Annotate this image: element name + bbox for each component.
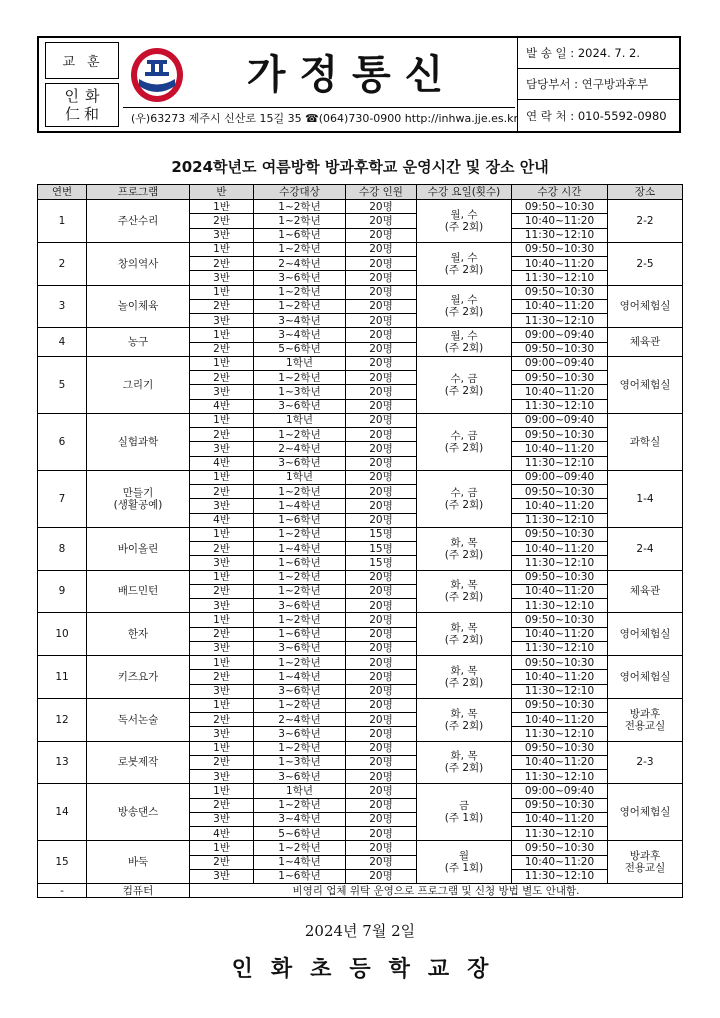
target-grade: 3~6학년 — [254, 727, 346, 741]
capacity: 20명 — [346, 271, 417, 285]
class-label: 1반 — [190, 328, 254, 342]
class-label: 3반 — [190, 812, 254, 826]
class-label: 3반 — [190, 442, 254, 456]
col-header: 수강 요일(횟수) — [417, 185, 512, 200]
program-name: 로봇제작 — [87, 741, 190, 784]
program-number: - — [38, 884, 87, 898]
target-grade: 1~2학년 — [254, 798, 346, 812]
newsletter-title: 가정통신 — [246, 52, 458, 98]
class-label: 1반 — [190, 527, 254, 541]
motto-label: 교훈 — [62, 55, 112, 70]
document-heading: 2024학년도 여름방학 방과후학교 운영시간 및 장소 안내 — [171, 158, 549, 176]
table-row — [38, 413, 683, 427]
program-number: 11 — [38, 656, 87, 699]
weekdays: 금 (주 1회) — [417, 784, 512, 841]
program-number: 5 — [38, 356, 87, 413]
class-time: 09:50~10:30 — [512, 485, 608, 499]
class-time: 10:40~11:20 — [512, 584, 608, 598]
table-body — [38, 200, 683, 898]
class-label: 3반 — [190, 869, 254, 883]
class-time: 09:50~10:30 — [512, 242, 608, 256]
capacity: 20명 — [346, 713, 417, 727]
target-grade: 3~6학년 — [254, 271, 346, 285]
target-grade: 1~2학년 — [254, 841, 346, 855]
capacity: 20명 — [346, 242, 417, 256]
class-time: 10:40~11:20 — [512, 385, 608, 399]
program-name: 바이올린 — [87, 527, 190, 570]
target-grade: 3~4학년 — [254, 812, 346, 826]
class-label: 1반 — [190, 285, 254, 299]
capacity: 20명 — [346, 641, 417, 655]
capacity: 20명 — [346, 755, 417, 769]
class-time: 11:30~12:10 — [512, 770, 608, 784]
table-row — [38, 328, 683, 342]
program-number: 15 — [38, 841, 87, 884]
meta-panel — [517, 38, 681, 131]
capacity: 20명 — [346, 656, 417, 670]
issue-date: 2024년 7월 2일 — [304, 922, 416, 940]
program-name: 그리기 — [87, 356, 190, 413]
capacity: 20명 — [346, 812, 417, 826]
capacity: 15명 — [346, 556, 417, 570]
capacity: 20명 — [346, 299, 417, 313]
capacity: 20명 — [346, 855, 417, 869]
target-grade: 1~2학년 — [254, 428, 346, 442]
class-time: 11:30~12:10 — [512, 641, 608, 655]
class-time: 10:40~11:20 — [512, 855, 608, 869]
class-time: 09:50~10:30 — [512, 698, 608, 712]
target-grade: 1학년 — [254, 784, 346, 798]
class-label: 2반 — [190, 798, 254, 812]
capacity: 20명 — [346, 228, 417, 242]
class-label: 2반 — [190, 257, 254, 271]
class-time: 09:00~09:40 — [512, 470, 608, 484]
weekdays: 월, 수 (주 2회) — [417, 328, 512, 357]
class-label: 1반 — [190, 570, 254, 584]
program-number: 7 — [38, 470, 87, 527]
target-grade: 1~6학년 — [254, 556, 346, 570]
location: 체육관 — [608, 328, 683, 357]
col-header: 프로그램 — [87, 185, 190, 200]
class-time: 09:50~10:30 — [512, 527, 608, 541]
capacity: 15명 — [346, 542, 417, 556]
location: 2-3 — [608, 741, 683, 784]
weekdays: 수, 금 (주 2회) — [417, 356, 512, 413]
class-time: 10:40~11:20 — [512, 627, 608, 641]
class-label: 3반 — [190, 770, 254, 784]
table-row — [38, 784, 683, 798]
class-time: 10:40~11:20 — [512, 214, 608, 228]
capacity: 20명 — [346, 599, 417, 613]
target-grade: 3~6학년 — [254, 770, 346, 784]
class-time: 10:40~11:20 — [512, 542, 608, 556]
class-time: 11:30~12:10 — [512, 513, 608, 527]
target-grade: 1~2학년 — [254, 371, 346, 385]
capacity: 20명 — [346, 798, 417, 812]
class-label: 1반 — [190, 741, 254, 755]
location: 2-5 — [608, 242, 683, 285]
location: 영어체험실 — [608, 613, 683, 656]
capacity: 20명 — [346, 456, 417, 470]
class-time: 11:30~12:10 — [512, 684, 608, 698]
class-label: 1반 — [190, 656, 254, 670]
target-grade: 1~2학년 — [254, 200, 346, 214]
class-label: 2반 — [190, 542, 254, 556]
program-name: 배드민턴 — [87, 570, 190, 613]
target-grade: 1~2학년 — [254, 698, 346, 712]
class-time: 11:30~12:10 — [512, 314, 608, 328]
capacity: 20명 — [346, 513, 417, 527]
location: 2-2 — [608, 200, 683, 243]
table-row — [38, 741, 683, 755]
class-time: 10:40~11:20 — [512, 299, 608, 313]
capacity: 20명 — [346, 841, 417, 855]
class-time: 09:00~09:40 — [512, 784, 608, 798]
class-time: 11:30~12:10 — [512, 556, 608, 570]
school-address: (우)63273 제주시 신산로 15길 35 ☎(064)730-0900 http://inhwa.jje.es.kr — [131, 112, 518, 125]
weekdays: 화, 목 (주 2회) — [417, 741, 512, 784]
class-time: 09:50~10:30 — [512, 798, 608, 812]
table-row — [38, 356, 683, 370]
location: 1-4 — [608, 470, 683, 527]
capacity: 20명 — [346, 770, 417, 784]
program-name: 방송댄스 — [87, 784, 190, 841]
weekdays: 화, 목 (주 2회) — [417, 656, 512, 699]
table-row — [38, 884, 683, 898]
class-time: 09:00~09:40 — [512, 328, 608, 342]
class-time: 11:30~12:10 — [512, 399, 608, 413]
target-grade: 1학년 — [254, 356, 346, 370]
class-time: 11:30~12:10 — [512, 827, 608, 841]
capacity: 20명 — [346, 214, 417, 228]
class-label: 4반 — [190, 827, 254, 841]
target-grade: 1학년 — [254, 413, 346, 427]
class-time: 11:30~12:10 — [512, 727, 608, 741]
capacity: 20명 — [346, 285, 417, 299]
capacity: 20명 — [346, 385, 417, 399]
program-number: 6 — [38, 413, 87, 470]
target-grade: 1~2학년 — [254, 741, 346, 755]
class-label: 2반 — [190, 855, 254, 869]
table-row — [38, 470, 683, 484]
capacity: 15명 — [346, 527, 417, 541]
class-time: 09:50~10:30 — [512, 841, 608, 855]
target-grade: 1~2학년 — [254, 214, 346, 228]
program-number: 9 — [38, 570, 87, 613]
class-time: 09:50~10:30 — [512, 428, 608, 442]
class-time: 09:50~10:30 — [512, 656, 608, 670]
target-grade: 2~4학년 — [254, 713, 346, 727]
class-label: 3반 — [190, 684, 254, 698]
target-grade: 3~6학년 — [254, 684, 346, 698]
col-header: 장소 — [608, 185, 683, 200]
class-label: 3반 — [190, 727, 254, 741]
program-name: 주산수리 — [87, 200, 190, 243]
col-header: 수강 인원 — [346, 185, 417, 200]
table-row — [38, 570, 683, 584]
class-label: 2반 — [190, 627, 254, 641]
target-grade: 1~2학년 — [254, 527, 346, 541]
department: 담당부서 : 연구방과후부 — [518, 69, 681, 100]
class-label: 2반 — [190, 485, 254, 499]
target-grade: 3~4학년 — [254, 328, 346, 342]
class-label: 2반 — [190, 342, 254, 356]
class-time: 10:40~11:20 — [512, 257, 608, 271]
class-label: 3반 — [190, 271, 254, 285]
class-time: 11:30~12:10 — [512, 599, 608, 613]
capacity: 20명 — [346, 485, 417, 499]
class-label: 2반 — [190, 713, 254, 727]
target-grade: 3~6학년 — [254, 599, 346, 613]
capacity: 20명 — [346, 442, 417, 456]
capacity: 20명 — [346, 470, 417, 484]
class-time: 10:40~11:20 — [512, 713, 608, 727]
target-grade: 1~2학년 — [254, 285, 346, 299]
program-name: 독서논술 — [87, 698, 190, 741]
class-label: 2반 — [190, 428, 254, 442]
capacity: 20명 — [346, 684, 417, 698]
schedule-table — [37, 184, 683, 898]
capacity: 20명 — [346, 869, 417, 883]
target-grade: 1~2학년 — [254, 570, 346, 584]
table-row — [38, 698, 683, 712]
class-time: 09:50~10:30 — [512, 613, 608, 627]
target-grade: 2~4학년 — [254, 442, 346, 456]
target-grade: 1~2학년 — [254, 656, 346, 670]
table-row — [38, 242, 683, 256]
target-grade: 3~6학년 — [254, 399, 346, 413]
capacity: 20명 — [346, 399, 417, 413]
class-label: 4반 — [190, 399, 254, 413]
class-label: 2반 — [190, 584, 254, 598]
program-number: 1 — [38, 200, 87, 243]
program-number: 14 — [38, 784, 87, 841]
program-number: 4 — [38, 328, 87, 357]
capacity: 20명 — [346, 627, 417, 641]
letter-header — [37, 36, 681, 133]
class-time: 10:40~11:20 — [512, 499, 608, 513]
program-name: 바둑 — [87, 841, 190, 884]
capacity: 20명 — [346, 314, 417, 328]
target-grade: 1~3학년 — [254, 385, 346, 399]
capacity: 20명 — [346, 371, 417, 385]
school-emblem-icon — [129, 46, 185, 104]
class-label: 1반 — [190, 470, 254, 484]
class-label: 3반 — [190, 641, 254, 655]
target-grade: 3~4학년 — [254, 314, 346, 328]
program-name: 키즈요가 — [87, 656, 190, 699]
location: 과학실 — [608, 413, 683, 470]
target-grade: 1~6학년 — [254, 869, 346, 883]
col-header: 수강 시간 — [512, 185, 608, 200]
class-label: 3반 — [190, 499, 254, 513]
class-label: 1반 — [190, 613, 254, 627]
capacity: 20명 — [346, 613, 417, 627]
principal-signature: 인화초등학교장 — [231, 956, 507, 982]
location: 영어체험실 — [608, 784, 683, 841]
table-row — [38, 841, 683, 855]
capacity: 20명 — [346, 413, 417, 427]
weekdays: 월, 수 (주 2회) — [417, 200, 512, 243]
class-time: 09:50~10:30 — [512, 200, 608, 214]
class-label: 3반 — [190, 556, 254, 570]
class-time: 11:30~12:10 — [512, 271, 608, 285]
program-number: 10 — [38, 613, 87, 656]
target-grade: 5~6학년 — [254, 342, 346, 356]
send-date: 발 송 일 : 2024. 7. 2. — [518, 38, 681, 69]
location: 방과후 전용교실 — [608, 841, 683, 884]
table-header-row — [38, 185, 683, 200]
motto-label-box — [45, 42, 119, 79]
target-grade: 1~2학년 — [254, 299, 346, 313]
target-grade: 1~3학년 — [254, 755, 346, 769]
capacity: 20명 — [346, 257, 417, 271]
target-grade: 5~6학년 — [254, 827, 346, 841]
target-grade: 1~6학년 — [254, 627, 346, 641]
capacity: 20명 — [346, 570, 417, 584]
class-label: 2반 — [190, 371, 254, 385]
program-name: 컴퓨터 — [87, 884, 190, 898]
capacity: 20명 — [346, 827, 417, 841]
target-grade: 1~2학년 — [254, 613, 346, 627]
class-label: 3반 — [190, 599, 254, 613]
target-grade: 1~2학년 — [254, 242, 346, 256]
capacity: 20명 — [346, 200, 417, 214]
program-name: 농구 — [87, 328, 190, 357]
table-row — [38, 527, 683, 541]
weekdays: 수, 금 (주 2회) — [417, 413, 512, 470]
class-label: 1반 — [190, 242, 254, 256]
class-time: 09:50~10:30 — [512, 570, 608, 584]
weekdays: 월 (주 1회) — [417, 841, 512, 884]
class-time: 09:00~09:40 — [512, 413, 608, 427]
weekdays: 월, 수 (주 2회) — [417, 285, 512, 328]
class-time: 09:00~09:40 — [512, 356, 608, 370]
program-name: 만들기 (생활공예) — [87, 470, 190, 527]
class-label: 4반 — [190, 456, 254, 470]
target-grade: 1~4학년 — [254, 542, 346, 556]
col-header: 연번 — [38, 185, 87, 200]
program-name: 창의역사 — [87, 242, 190, 285]
class-label: 2반 — [190, 299, 254, 313]
location: 체육관 — [608, 570, 683, 613]
target-grade: 1~4학년 — [254, 670, 346, 684]
location: 영어체험실 — [608, 356, 683, 413]
capacity: 20명 — [346, 670, 417, 684]
program-number: 8 — [38, 527, 87, 570]
table-row — [38, 656, 683, 670]
capacity: 20명 — [346, 356, 417, 370]
capacity: 20명 — [346, 328, 417, 342]
class-time: 11:30~12:10 — [512, 228, 608, 242]
target-grade: 1~6학년 — [254, 513, 346, 527]
class-label: 1반 — [190, 698, 254, 712]
class-time: 11:30~12:10 — [512, 456, 608, 470]
class-time: 10:40~11:20 — [512, 670, 608, 684]
class-label: 2반 — [190, 755, 254, 769]
capacity: 20명 — [346, 342, 417, 356]
table-row — [38, 613, 683, 627]
class-label: 1반 — [190, 784, 254, 798]
title-area — [123, 42, 515, 108]
class-time: 10:40~11:20 — [512, 755, 608, 769]
capacity: 20명 — [346, 741, 417, 755]
program-number: 2 — [38, 242, 87, 285]
program-name: 놀이체육 — [87, 285, 190, 328]
program-number: 12 — [38, 698, 87, 741]
class-label: 2반 — [190, 214, 254, 228]
class-time: 09:50~10:30 — [512, 371, 608, 385]
program-number: 3 — [38, 285, 87, 328]
target-grade: 1~2학년 — [254, 584, 346, 598]
weekdays: 화, 목 (주 2회) — [417, 613, 512, 656]
class-time: 10:40~11:20 — [512, 442, 608, 456]
location: 2-4 — [608, 527, 683, 570]
table-row — [38, 200, 683, 214]
col-header: 반 — [190, 185, 254, 200]
target-grade: 1~4학년 — [254, 855, 346, 869]
capacity: 20명 — [346, 428, 417, 442]
capacity: 20명 — [346, 584, 417, 598]
motto-korean: 인화 — [64, 87, 106, 105]
class-label: 2반 — [190, 670, 254, 684]
weekdays: 화, 목 (주 2회) — [417, 527, 512, 570]
class-label: 1반 — [190, 841, 254, 855]
target-grade: 3~6학년 — [254, 456, 346, 470]
capacity: 20명 — [346, 784, 417, 798]
weekdays: 수, 금 (주 2회) — [417, 470, 512, 527]
class-label: 3반 — [190, 314, 254, 328]
capacity: 20명 — [346, 499, 417, 513]
target-grade: 1학년 — [254, 470, 346, 484]
motto-box — [45, 83, 119, 127]
program-name: 한자 — [87, 613, 190, 656]
class-time: 09:50~10:30 — [512, 741, 608, 755]
target-grade: 1~2학년 — [254, 485, 346, 499]
class-label: 1반 — [190, 200, 254, 214]
motto-hanja: 仁和 — [64, 105, 103, 123]
class-label: 3반 — [190, 228, 254, 242]
target-grade: 1~4학년 — [254, 499, 346, 513]
weekdays: 월, 수 (주 2회) — [417, 242, 512, 285]
target-grade: 2~4학년 — [254, 257, 346, 271]
class-label: 1반 — [190, 413, 254, 427]
class-label: 1반 — [190, 356, 254, 370]
class-time: 09:50~10:30 — [512, 342, 608, 356]
capacity: 20명 — [346, 727, 417, 741]
location: 방과후 전용교실 — [608, 698, 683, 741]
class-time: 11:30~12:10 — [512, 869, 608, 883]
target-grade: 3~6학년 — [254, 641, 346, 655]
location: 영어체험실 — [608, 285, 683, 328]
location: 영어체험실 — [608, 656, 683, 699]
class-time: 09:50~10:30 — [512, 285, 608, 299]
weekdays: 화, 목 (주 2회) — [417, 698, 512, 741]
class-time: 10:40~11:20 — [512, 812, 608, 826]
class-label: 4반 — [190, 513, 254, 527]
target-grade: 1~6학년 — [254, 228, 346, 242]
table-row — [38, 285, 683, 299]
class-label: 3반 — [190, 385, 254, 399]
weekdays: 화, 목 (주 2회) — [417, 570, 512, 613]
capacity: 20명 — [346, 698, 417, 712]
contact: 연 락 처 : 010-5592-0980 — [526, 108, 667, 123]
program-note: 비영리 업체 위탁 운영으로 프로그램 및 신청 방법 별도 안내함. — [190, 884, 683, 898]
program-name: 실험과학 — [87, 413, 190, 470]
program-number: 13 — [38, 741, 87, 784]
col-header: 수강대상 — [254, 185, 346, 200]
